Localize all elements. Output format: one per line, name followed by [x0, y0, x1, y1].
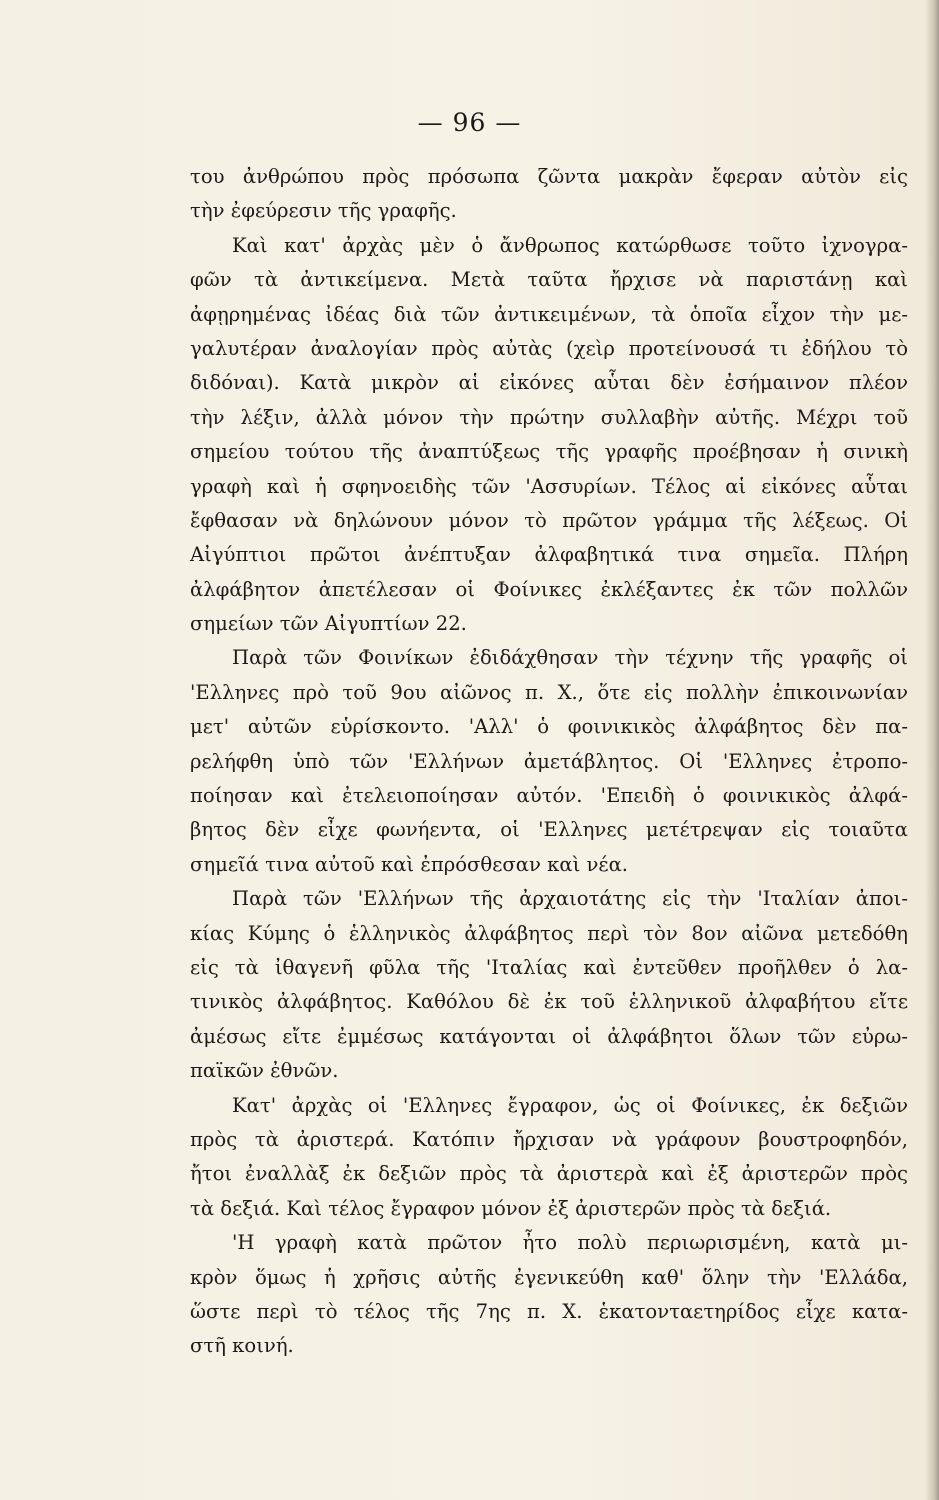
page-edge-shadow — [925, 0, 939, 1500]
text-line: γραφὴ καὶ ἡ σφηνοειδὴς τῶν 'Ασσυρίων. Τέλος αἱ εἰκόνες αὗται — [190, 474, 908, 498]
text-line: ρελήφθη ὑπὸ τῶν 'Ελλήνων ἀμετάβλητος. Οἱ 'Ελληνες ἐτροπο- — [190, 749, 908, 773]
text-line: τὴν ἐφεύρεσιν τῆς γραφῆς. — [190, 199, 457, 223]
text-line: τὴν λέξιν, ἀλλὰ μόνον τὴν πρώτην συλλαβὴν αὐτῆς. Μέχρι τοῦ — [190, 405, 908, 429]
text-line: βητος δὲν εἶχε φωνήεντα, οἱ 'Ελληνες μετέτρεψαν εἰς τοιαῦτα — [190, 818, 908, 842]
text-line: κίας Κύμης ὁ ἑλληνικὸς ἀλφάβητος περὶ τὸν 8ον αἰῶνα μετεδόθη — [190, 921, 908, 945]
text-line: φῶν τὰ ἀντικείμενα. Μετὰ ταῦτα ἤρχισε νὰ παριστάνῃ καὶ — [190, 268, 908, 292]
text-line: σημείου τούτου τῆς ἀναπτύξεως τῆς γραφῆς προέβησαν ἡ σινικὴ — [190, 440, 908, 464]
text-line: Καὶ κατ' ἀρχὰς μὲν ὁ ἄνθρωπος κατώρθωσε τοῦτο ἰχνογρα- — [232, 233, 908, 257]
text-line: σημείων τῶν Αἰγυπτίων 22. — [190, 612, 467, 636]
text-line: εἰς τὰ ἰθαγενῆ φῦλα τῆς 'Ιταλίας καὶ ἐντεῦθεν προῆλθεν ὁ λα- — [190, 955, 908, 979]
text-line: πρὸς τὰ ἀριστερά. Κατόπιν ἤρχισαν νὰ γράφουν βουστροφηδόν, — [190, 1127, 908, 1151]
page-number: — 96 — — [417, 108, 522, 137]
text-line: ἀμέσως εἴτε ἐμμέσως κατάγονται οἱ ἀλφάβητοι ὅλων τῶν εὐρω- — [190, 1024, 908, 1048]
text-line: σημεῖά τινα αὐτοῦ καὶ ἐπρόσθεσαν καὶ νέα. — [190, 852, 629, 876]
body-text — [190, 160, 908, 1364]
text-line: μετ' αὐτῶν εὑρίσκοντο. 'Αλλ' ὁ φοινικικὸς ἀλφάβητος δὲν πα- — [190, 715, 908, 739]
text-line: ποίησαν καὶ ἐτελειοποίησαν αὐτόν. 'Επειδὴ ὁ φοινικικὸς ἀλφά- — [190, 784, 908, 808]
text-line: ἔφθασαν νὰ δηλώνουν μόνον τὸ πρῶτον γράμμα τῆς λέξεως. Οἱ — [190, 508, 908, 532]
text-line: του ἀνθρώπου πρὸς πρόσωπα ζῶντα μακρὰν ἔφεραν αὐτὸν εἰς — [190, 165, 908, 188]
text-line: τὰ δεξιά. Καὶ τέλος ἔγραφον μόνον ἐξ ἀριστερῶν πρὸς τὰ δεξιά. — [190, 1196, 832, 1220]
text-line: παϊκῶν ἐθνῶν. — [190, 1059, 339, 1083]
text-line: διδόναι). Κατὰ μικρὸν αἱ εἰκόνες αὗται δὲν ἐσήμαινον πλέον — [190, 371, 908, 395]
text-line: 'Η γραφὴ κατὰ πρῶτον ἦτο πολὺ περιωρισμένη, κατὰ μι- — [232, 1231, 908, 1255]
text-line: τινικὸς ἀλφάβητος. Καθόλου δὲ ἐκ τοῦ ἑλληνικοῦ ἀλφαβήτου εἴτε — [190, 990, 908, 1014]
text-line: Αἰγύπτιοι πρῶτοι ἀνέπτυξαν ἀλφαβητικά τινα σημεῖα. Πλήρη — [190, 543, 908, 567]
text-line: κρὸν ὅμως ἡ χρῆσις αὐτῆς ἐγενικεύθη καθ' ὅλην τὴν 'Ελλάδα, — [190, 1265, 908, 1289]
text-line: γαλυτέραν ἀναλογίαν πρὸς αὐτὰς (χεὶρ προτείνουσά τι ἐδήλου τὸ — [190, 336, 908, 360]
text-line: Παρὰ τῶν Φοινίκων ἐδιδάχθησαν τὴν τέχνην τῆς γραφῆς οἱ — [232, 646, 908, 670]
text-line: 'Ελληνες πρὸ τοῦ 9ου αἰῶνος π. Χ., ὅτε εἰς πολλὴν ἐπικοινωνίαν — [190, 680, 908, 704]
text-line: στῆ κοινή. — [190, 1334, 294, 1358]
text-line: ἀλφάβητον ἀπετέλεσαν οἱ Φοίνικες ἐκλέξαντες ἐκ τῶν πολλῶν — [190, 577, 908, 601]
text-line: Κατ' ἀρχὰς οἱ 'Ελληνες ἔγραφον, ὡς οἱ Φοίνικες, ἐκ δεξιῶν — [232, 1093, 908, 1117]
text-line: ἀφῃρημένας ἰδέας διὰ τῶν ἀντικειμένων, τὰ ὁποῖα εἶχον τὴν με- — [190, 302, 908, 326]
text-line: ὥστε περὶ τὸ τέλος τῆς 7ης π. Χ. ἑκατονταετηρίδος εἶχε κατα- — [190, 1299, 908, 1323]
text-line: ἤτοι ἐναλλὰξ ἐκ δεξιῶν πρὸς τὰ ἀριστερὰ καὶ ἐξ ἀριστερῶν πρὸς — [190, 1162, 908, 1186]
text-line: Παρὰ τῶν 'Ελλήνων τῆς ἀρχαιοτάτης εἰς τὴν 'Ιταλίαν ἀποι- — [232, 887, 908, 911]
